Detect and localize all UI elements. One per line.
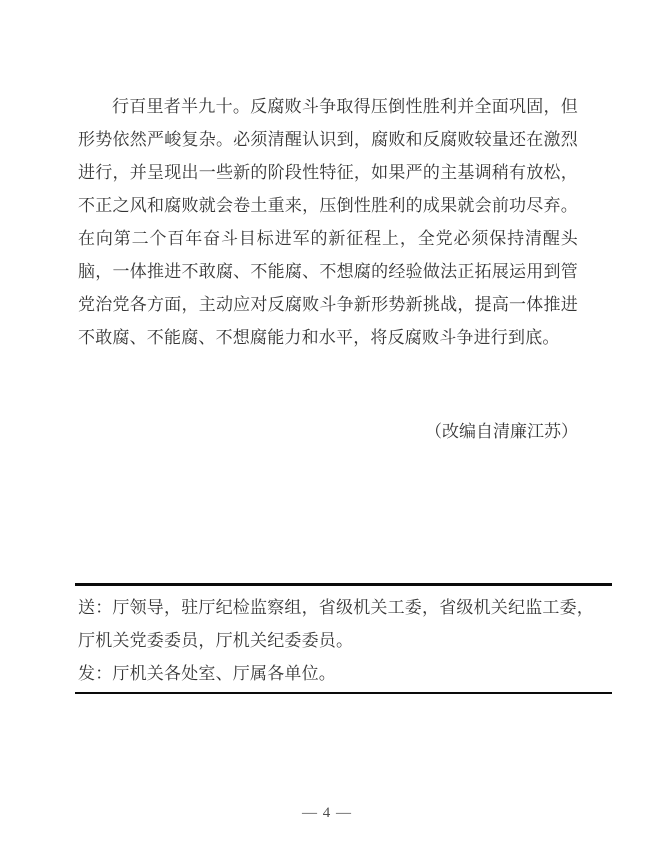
distribution-send-line: 送：厅领导，驻厅纪检监察组，省级机关工委，省级机关纪监工委，厅机关党委委员，厅机关纪委委员。 bbox=[78, 598, 594, 650]
attribution-line: （改编自清廉江苏） bbox=[425, 422, 578, 441]
distribution-block bbox=[75, 583, 612, 694]
body-paragraph: 行百里者半九十。反腐败斗争取得压倒性胜利并全面巩固，但形势依然严峻复杂。必须清醒认识到，腐败和反腐败较量还在激烈进行，并呈现出一些新的阶段性特征，如果严的主基调稍有放松，不正之风和腐败就会卷土重来，压倒性胜利的成果就会前功尽弃。在向第二个百年奋斗目标进军的新征程上，全党必须保持清醒头脑，一体推进不敢腐、不能腐、不想腐的经验做法正拓展运用到管党治党各方面，主动应对反腐败斗争新形势新挑战，提高一体推进不敢腐、不能腐、不想腐能力和水平，将反腐败斗争进行到底。 bbox=[78, 97, 578, 347]
page-number: — 4 — bbox=[302, 805, 352, 821]
distribution-issue-line: 发：厅机关各处室、厅属各单位。 bbox=[78, 664, 336, 683]
